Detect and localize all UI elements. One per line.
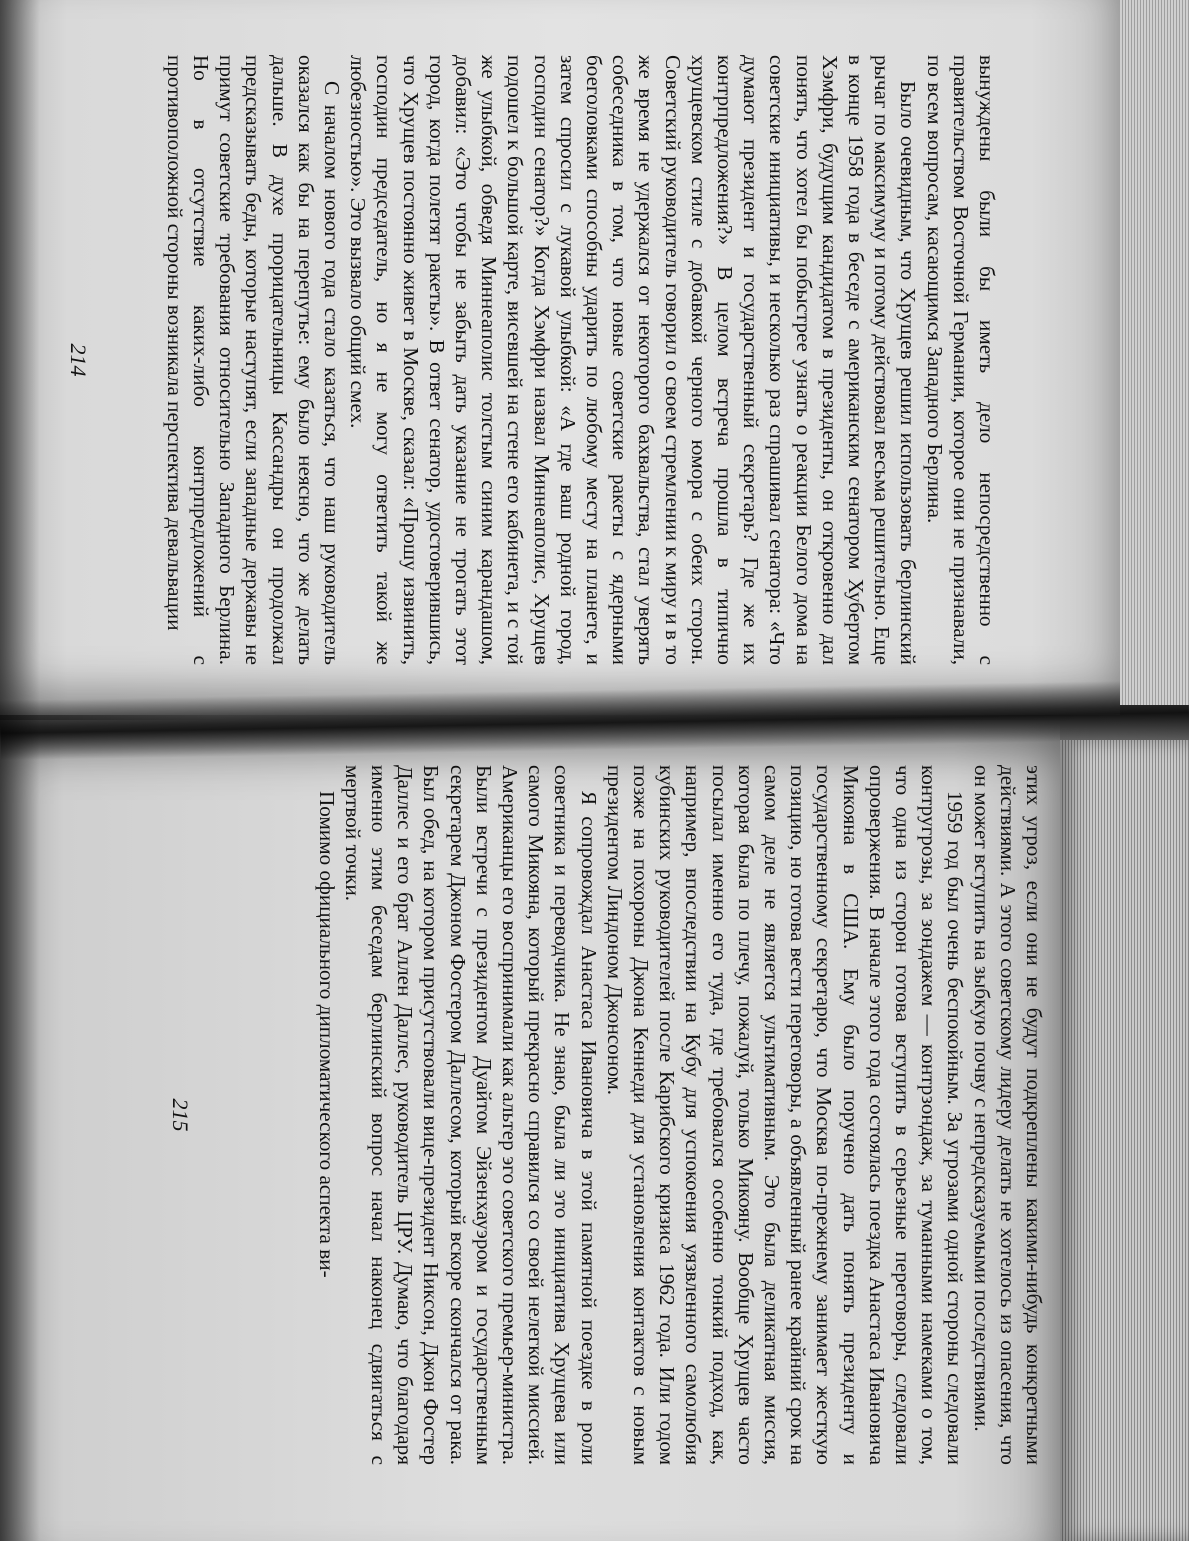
page-edges-bottom [1060,740,1189,1541]
page-number: 214 [66,343,92,377]
paragraph: этих угроз, если они не будут подкреплены какими-нибудь конкретными действиями. А этого советскому лидеру делать не хотелось из опасения, что он может вступить на зыбкую почву с непредсказуемыми последствиями. [969,765,1046,1465]
paragraph: Помимо официального дипломатического аспекта ви- [314,791,339,1278]
paragraph: Я сопровождал Анастаса Ивановича в этой памятной поездке в роли советника и переводчика. Не знаю, была ли это инициатива Хрущева или самого Микояна, который прекрасно справился со своей нелегкой миссией. Американцы его воспринимали как альтер эго советского премьер-министра. Были встречи с президентом Дуайтом Эйзенхауэром и государственным секретарем Джоном Фостером Даллесом, который вскоре скончался от рака. Был обед, на котором присутствовали вице-президент Никсон, Джон Фостер Даллес и его брат Аллен Даллес, руководитель ЦРУ. Думаю, что благодаря именно этим беседам берлинский вопрос начал наконец сдвигаться с мертвой точки. [340,765,601,1465]
paragraph: С началом нового года стало казаться, что наш руководитель оказался как бы на перепутье: ему было неясно, что же делать дальше. В духе прорицательницы Кассандры он продолжал предсказывать беды, которые наступят, если западные державы не примут советские требования относительно Западного Берлина. Но в отсутствие каких-либо контрпредложений с противоположной стороны возникала перспектива девальвации [162,55,344,665]
paragraph: Было очевидным, что Хрущев решил использовать берлинский рычаг по максимуму и потому действовал весьма решительно. Еще в конце 1958 года в беседе с американским сенатором Хубертом Хэмфри, будущим кандидатом в президенты, он откровенно дал понять, что хотел бы побыстрее узнать о реакции Белого дома на советские инициативы, и несколько раз спрашивал сенатора: «Что думают президент и государственный секретарь? Где же их контрпредложения?» В целом встреча прошла в типично хрущевском стиле с добавкой черного юмора с обеих сторон. Советский руководитель говорил о своем стремлении к миру и в то же время не удержался от некоторого бахвальства, стал уверять собеседника в том, что новые советские ракеты с ядерными боеголовками способны ударить по любому месту на планете, и затем спросил с лукавой улыбкой: «А где ваш родной город, господин сенатор?» Когда Хэмфри назвал Миннеаполис, Хрущев подошел к большой карте, висевшей на стене его кабинета, и с той же улыбкой, обведя Миннеаполис толстым синим карандашом, добавил: «Это чтобы не забыть дать указание не трогать этот город, когда полетят ракеты». В ответ сенатор, удостоверившись, что Хрущев постоянно живет в Москве, сказал: «Прошу извинить, господин председатель, но я не могу ответить такой же любезностью». Это вызвало общий смех. [346,55,921,665]
paragraph: вынуждены были бы иметь дело непосредственно с правительством Восточной Германии, которое они не признавали, по всем вопросам, касающимся Западного Берлина. [922,55,999,665]
paragraph: 1959 год был очень беспокойным. За угрозами одной стороны следовали контругрозы, за зондажем — контрзондаж, за туманными намеками о том, что одна из сторон готова вступить в серьезные переговоры, следовали опровержения. В начале этого года состоялась поездка Анастаса Ивановича Микояна в США. Ему было поручено дать понять президенту и государственному секретарю, что Москва по-прежнему занимает жесткую позицию, но готова вести переговоры, а объявленный ранее крайний срок на самом деле не является ультимативным. Это была деликатная миссия, которая была по плечу, пожалуй, только Микояну. Вообще Хрущев часто посылал именно его туда, где требовался особенно тонкий подход, как, например, впоследствии на Кубу для успокоения уязвленного самолюбия кубинских руководителей после Карибского кризиса 1962 года. Или годом позже на похороны Джона Кеннеди для установления контактов с новым президентом Линдоном Джонсоном. [602,765,968,1465]
page-214 [65,55,1000,665]
page-215 [167,765,1047,1465]
page-edges-top [1120,0,1189,705]
page-number: 215 [168,1098,194,1132]
binding-shadow [0,0,40,1541]
